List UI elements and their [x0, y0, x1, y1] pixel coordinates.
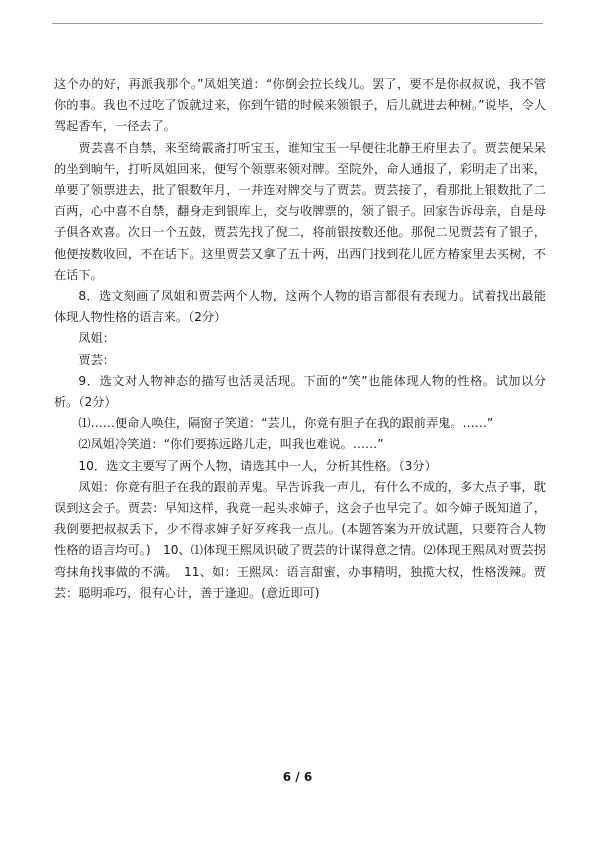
question-9: 9．选文对人物神态的描写也活灵活现。下面的“笑”也能体现人物的性格。试加以分析。（2分） [54, 373, 546, 410]
answer-label-jiayun: 贾芸： [78, 352, 115, 367]
quote-2: ⑵凤姐冷笑道：“你们要拣远路儿走，叫我也难说。……” [78, 437, 384, 452]
document-body [54, 74, 546, 604]
quote-1: ⑴……便命人唤住，隔窗子笑道：“芸儿，你竟有胆子在我的跟前弄鬼。……” [78, 416, 494, 431]
answer-key: 凤姐：你竟有胆子在我的跟前弄鬼。早告诉我一声儿，有什么不成的，多大点子事，耽误到这会子。贾芸：早知这样，我竟一起头求婶子，这会子也早完了。如今婶子既知道了，我倒要把叔叔丢下，少不得求婶子好歹疼我一点儿。(本题答案为开放试题，只要符合人物性格的语言均可。) 10、⑴体现王熙凤识破了贾芸的计谋得意之情。⑵体现王熙凤对贾芸拐弯抹角找事做的不满。 11、如：王熙凤：语言甜蜜，办事精明，独揽大权，性格泼辣。贾芸：聪明乖巧，很有心计，善于逢迎。(意近即可) [54, 479, 546, 600]
answer-label-fengjie: 凤姐： [78, 331, 115, 346]
header-rule [52, 23, 543, 24]
paragraph: 这个办的好，再派我那个。”凤姐笑道：“你倒会拉长线儿。罢了，要不是你叔叔说，我不管你的事。我也不过吃了饭就过来，你到午错的时候来领银子，后儿就进去种树。”说毕，令人驾起香车，一径去了。 [54, 77, 546, 134]
paragraph: 贾芸喜不自禁，来至绮霰斋打听宝玉，谁知宝玉一早便往北静王府里去了。贾芸便呆呆的坐到晌午，打听凤姐回来，便写个领票来领对牌。至院外，命人通报了，彩明走了出来，单要了领票进去，批了银数年月，一并连对牌交与了贾芸。贾芸接了，看那批上银数批了二百两，心中喜不自禁，翻身走到银库上，交与收牌票的，领了银子。回家告诉母亲，自是母子俱各欢喜。次日一个五鼓，贾芸先找了倪二，将前银按数还他。那倪二见贾芸有了银子，他便按数收回，不在话下。这里贾芸又拿了五十两，出西门找到花儿匠方椿家里去买树，不在话下。 [54, 140, 546, 282]
page-number: 6 / 6 [282, 770, 313, 784]
question-10: 10．选文主要写了两个人物，请选其中一人，分析其性格。（3分） [78, 458, 437, 473]
question-8: 8．选文刻画了凤姐和贾芸两个人物，这两个人物的语言都很有表现力。试着找出最能体现人物性格的语言来。（2分） [54, 289, 546, 325]
